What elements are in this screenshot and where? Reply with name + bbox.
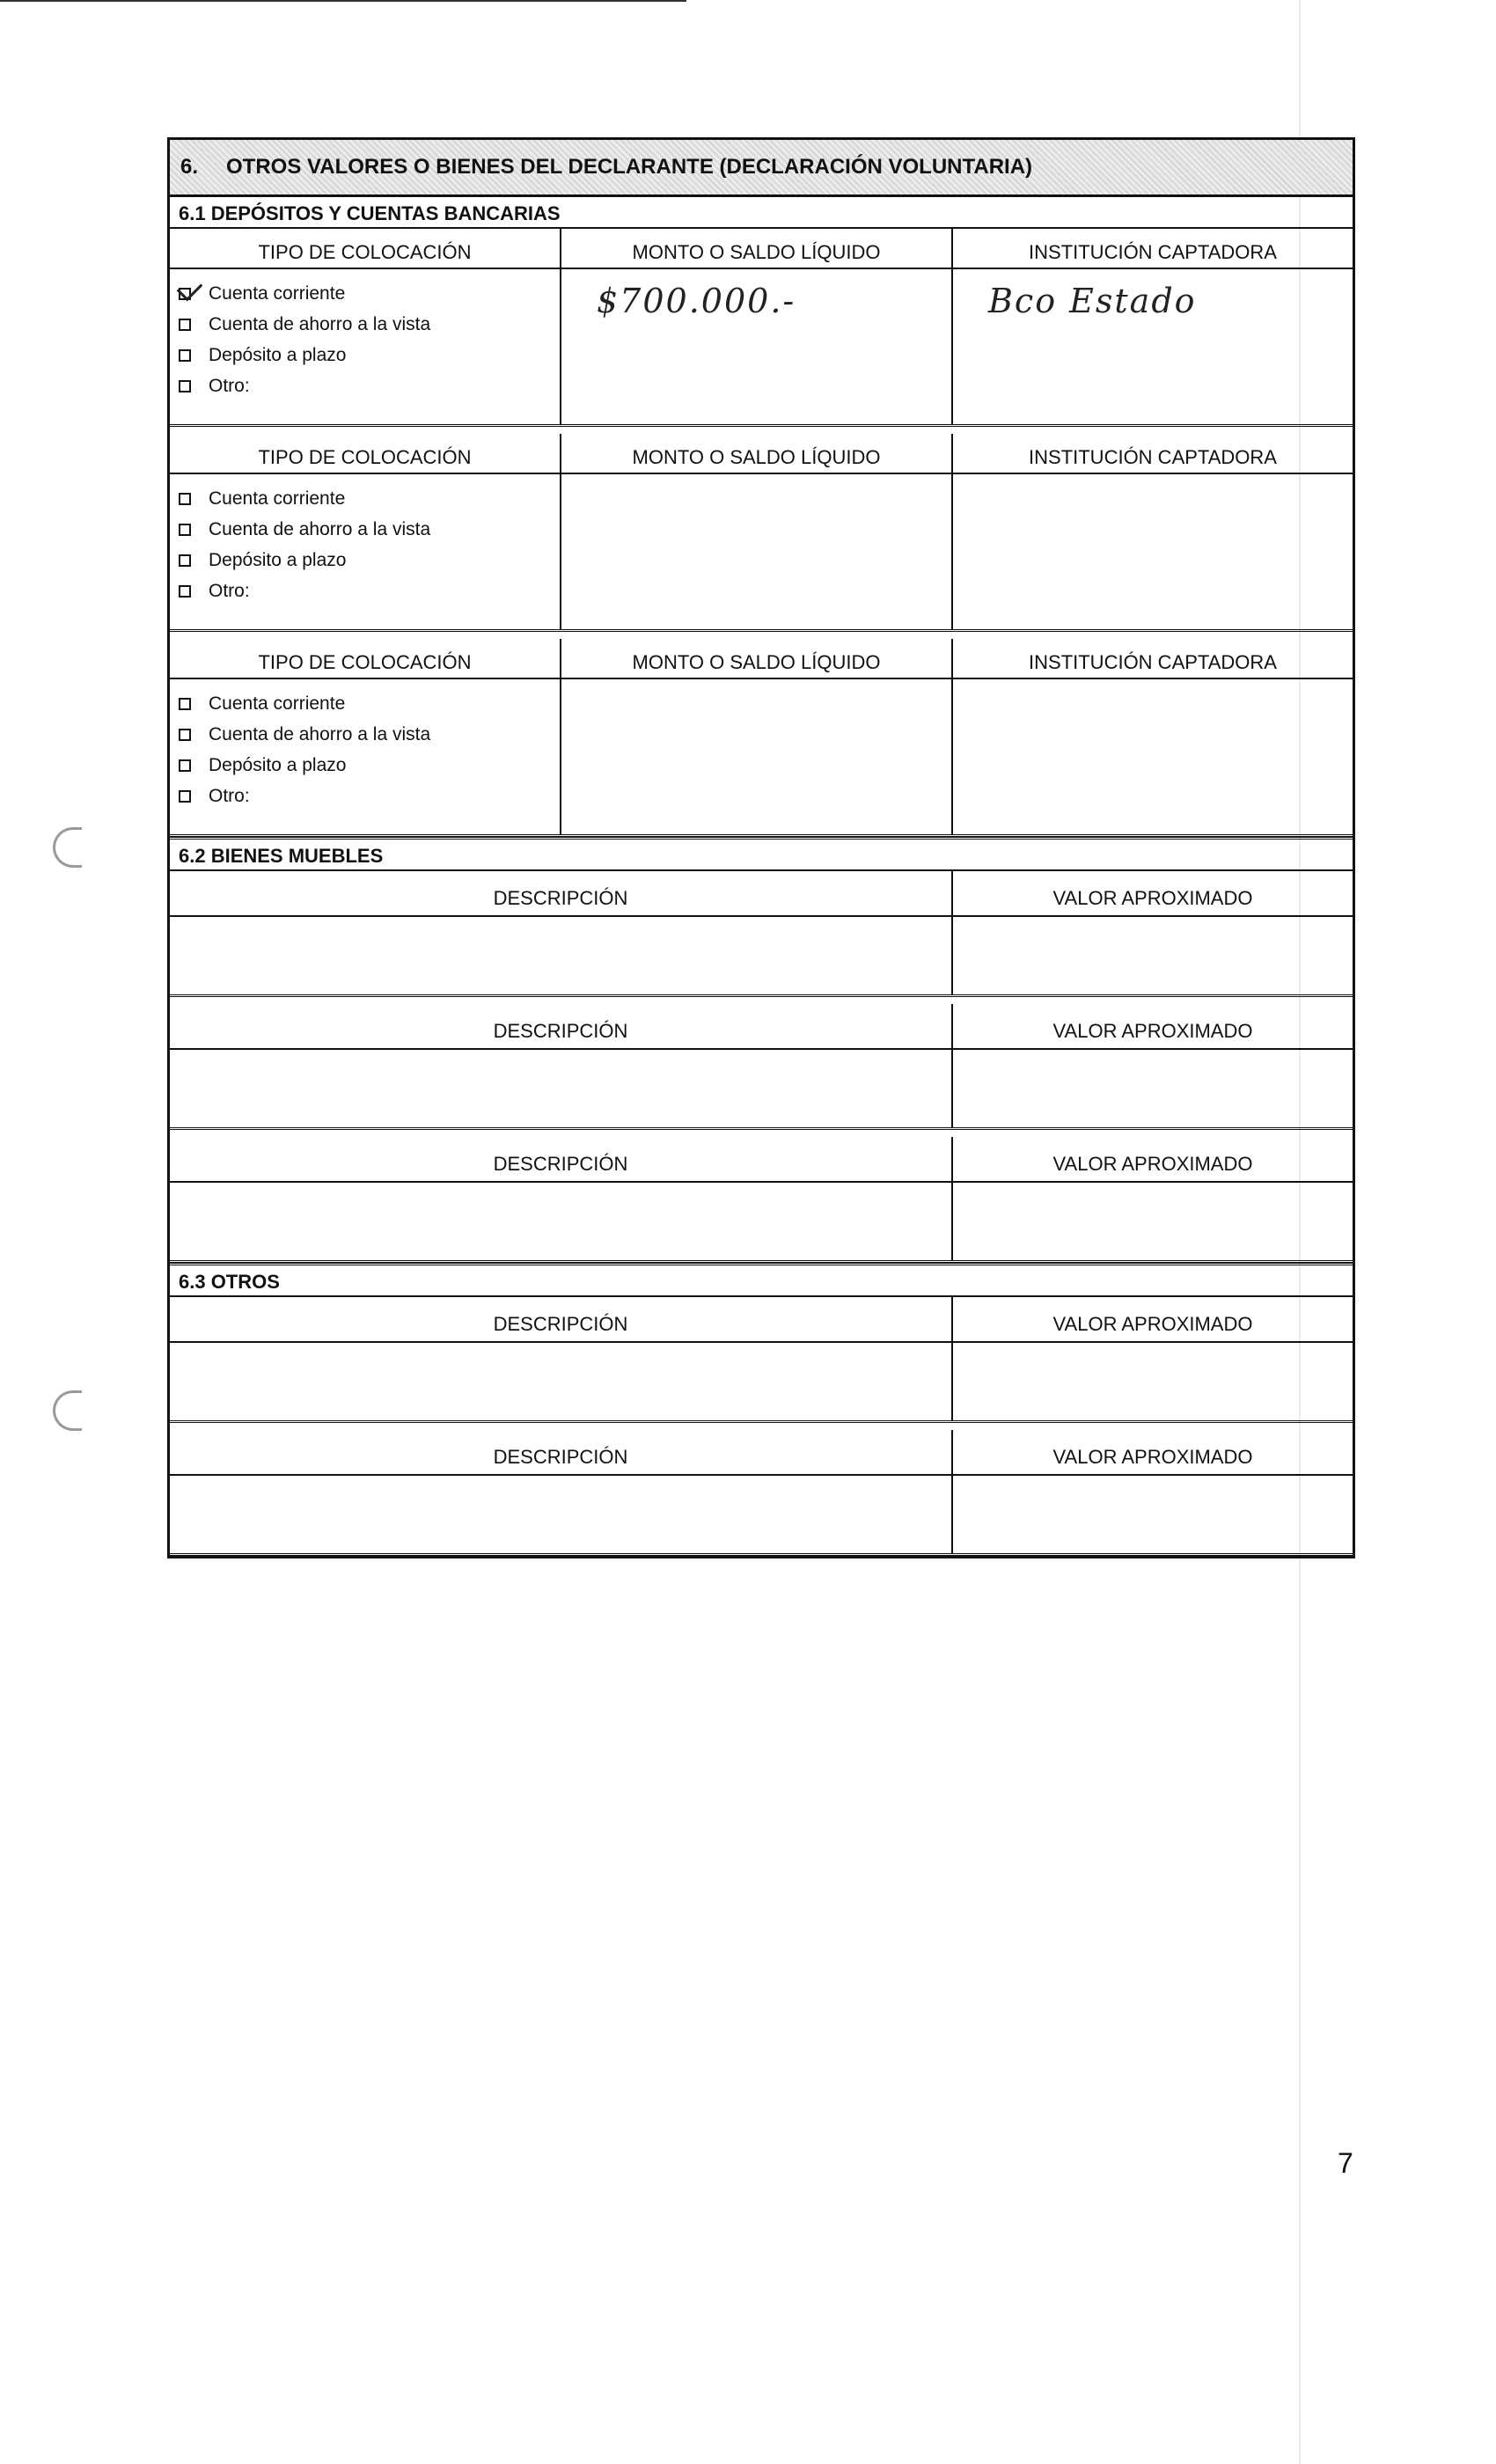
option-label: Otro:	[209, 785, 250, 806]
description-body-row	[170, 1476, 1353, 1553]
deposit-body-row	[170, 474, 1353, 629]
option-label: Cuenta corriente	[209, 282, 346, 304]
deposit-block	[170, 434, 1353, 632]
description-block	[170, 1137, 1353, 1263]
section-header	[170, 140, 1353, 197]
deposit-header-row	[170, 229, 1353, 269]
description-block	[170, 1004, 1353, 1130]
checkbox[interactable]	[179, 698, 191, 710]
institucion-value[interactable]	[953, 679, 1353, 834]
bienes-section	[170, 837, 1353, 1263]
checkbox[interactable]	[179, 349, 191, 362]
deposit-header-row	[170, 434, 1353, 474]
tipo-options	[170, 269, 561, 424]
tipo-option	[170, 545, 560, 576]
deposit-block	[170, 229, 1353, 427]
page-number: 7	[1338, 2147, 1353, 2179]
option-label: Cuenta de ahorro a la vista	[209, 518, 431, 539]
option-label: Depósito a plazo	[209, 344, 347, 365]
section-title: OTROS VALORES O BIENES DEL DECLARANTE (DECLARACIÓN VOLUNTARIA)	[226, 155, 1033, 179]
checkbox[interactable]	[179, 524, 191, 536]
checkbox[interactable]	[179, 493, 191, 505]
descripcion-value[interactable]	[170, 1183, 953, 1260]
monto-header: MONTO O SALDO LÍQUIDO	[561, 229, 953, 268]
descripcion-value[interactable]	[170, 1343, 953, 1420]
tipo-options	[170, 679, 561, 834]
valor-header: VALOR APROXIMADO	[1052, 887, 1253, 909]
valor-value[interactable]	[953, 917, 1353, 994]
tipo-option	[170, 370, 560, 401]
checkbox[interactable]	[179, 319, 191, 331]
monto-header: MONTO O SALDO LÍQUIDO	[561, 434, 953, 473]
descripcion-value[interactable]	[170, 1476, 953, 1553]
deposits-title: 6.1 DEPÓSITOS Y CUENTAS BANCARIAS	[170, 197, 1353, 229]
description-block	[170, 1430, 1353, 1556]
tipo-option	[170, 576, 560, 606]
punch-hole	[53, 827, 82, 868]
description-body-row	[170, 1050, 1353, 1127]
tipo-option	[170, 688, 560, 719]
descripcion-header: DESCRIPCIÓN	[170, 1430, 953, 1474]
monto-value[interactable]	[561, 679, 953, 834]
option-label: Depósito a plazo	[209, 754, 347, 775]
checkbox[interactable]	[179, 380, 191, 392]
institucion-header: INSTITUCIÓN CAPTADORA	[1029, 241, 1277, 263]
monto-value[interactable]	[561, 474, 953, 629]
checkbox[interactable]	[179, 790, 191, 803]
checkbox[interactable]	[179, 554, 191, 567]
descripcion-value[interactable]	[170, 1050, 953, 1127]
description-block	[170, 871, 1353, 997]
tipo-header: TIPO DE COLOCACIÓN	[170, 434, 561, 473]
description-body-row	[170, 1183, 1353, 1260]
description-header-row	[170, 871, 1353, 917]
otros-section	[170, 1263, 1353, 1556]
descripcion-header: DESCRIPCIÓN	[170, 1004, 953, 1048]
option-label: Cuenta de ahorro a la vista	[209, 723, 431, 744]
deposit-block	[170, 639, 1353, 837]
option-label: Depósito a plazo	[209, 549, 347, 570]
deposit-header-row	[170, 639, 1353, 679]
section-number: 6.	[180, 155, 199, 179]
tipo-header: TIPO DE COLOCACIÓN	[170, 229, 561, 268]
tipo-header: TIPO DE COLOCACIÓN	[170, 639, 561, 678]
description-body-row	[170, 917, 1353, 994]
valor-value[interactable]	[953, 1343, 1353, 1420]
option-label: Cuenta corriente	[209, 488, 346, 509]
punch-hole	[53, 1390, 82, 1431]
option-label: Cuenta de ahorro a la vista	[209, 313, 431, 334]
valor-header: VALOR APROXIMADO	[1052, 1153, 1253, 1175]
valor-header: VALOR APROXIMADO	[1052, 1313, 1253, 1335]
tipo-option	[170, 278, 560, 309]
checkbox[interactable]	[179, 759, 191, 772]
deposit-body-row	[170, 679, 1353, 834]
descripcion-header: DESCRIPCIÓN	[170, 1137, 953, 1181]
institucion-header: INSTITUCIÓN CAPTADORA	[1029, 446, 1277, 468]
deposit-body-row	[170, 269, 1353, 424]
checkbox[interactable]	[179, 729, 191, 741]
description-header-row	[170, 1004, 1353, 1050]
tipo-option	[170, 781, 560, 811]
checkbox[interactable]	[179, 288, 191, 300]
option-label: Otro:	[209, 580, 250, 601]
descripcion-header: DESCRIPCIÓN	[170, 1297, 953, 1341]
tipo-option	[170, 309, 560, 340]
otros-title: 6.3 OTROS	[170, 1263, 1353, 1297]
tipo-options	[170, 474, 561, 629]
tipo-option	[170, 483, 560, 514]
valor-header: VALOR APROXIMADO	[1052, 1020, 1253, 1042]
tipo-option	[170, 750, 560, 781]
valor-value[interactable]	[953, 1050, 1353, 1127]
option-label: Cuenta corriente	[209, 693, 346, 714]
valor-header: VALOR APROXIMADO	[1052, 1446, 1253, 1468]
description-header-row	[170, 1430, 1353, 1476]
description-body-row	[170, 1343, 1353, 1420]
institucion-value[interactable]: Bco Estado	[988, 282, 1197, 320]
declaration-form	[167, 137, 1355, 1558]
description-header-row	[170, 1137, 1353, 1183]
monto-value[interactable]: $700.000.-	[561, 269, 953, 424]
tipo-option	[170, 514, 560, 545]
bienes-title: 6.2 BIENES MUEBLES	[170, 837, 1353, 871]
deposits-section	[170, 197, 1353, 837]
description-block	[170, 1297, 1353, 1423]
institucion-header: INSTITUCIÓN CAPTADORA	[1029, 651, 1277, 673]
descripcion-value[interactable]	[170, 917, 953, 994]
tipo-option	[170, 340, 560, 370]
description-header-row	[170, 1297, 1353, 1343]
option-label: Otro:	[209, 375, 250, 396]
monto-header: MONTO O SALDO LÍQUIDO	[561, 639, 953, 678]
tipo-option	[170, 719, 560, 750]
scan-top-line	[0, 0, 686, 2]
institucion-value[interactable]	[953, 474, 1353, 629]
descripcion-header: DESCRIPCIÓN	[170, 871, 953, 915]
checkbox[interactable]	[179, 585, 191, 598]
valor-value[interactable]	[953, 1183, 1353, 1260]
valor-value[interactable]	[953, 1476, 1353, 1553]
